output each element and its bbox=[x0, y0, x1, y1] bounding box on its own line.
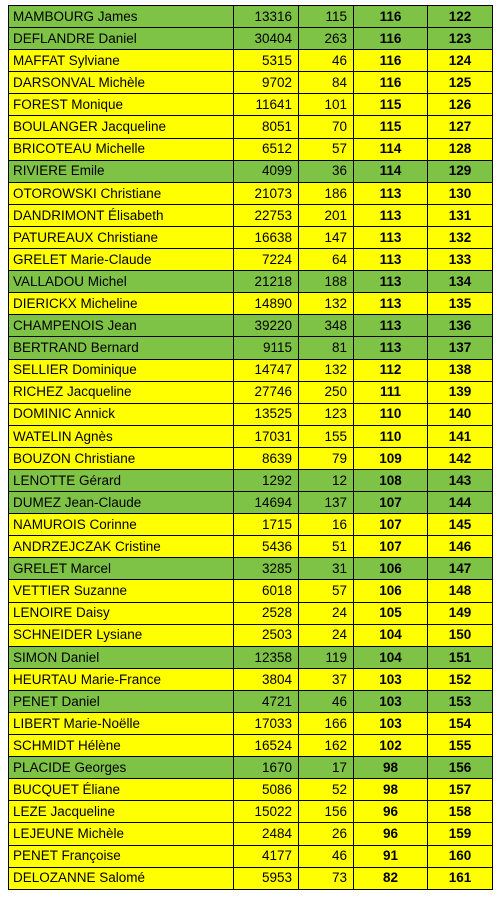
value-a-cell: 9115 bbox=[234, 337, 299, 359]
table-row bbox=[9, 536, 493, 558]
person-name-cell: CHAMPENOIS Jean bbox=[9, 315, 234, 337]
score-cell: 115 bbox=[354, 116, 428, 138]
score-cell: 91 bbox=[354, 845, 428, 867]
score-cell: 102 bbox=[354, 735, 428, 757]
person-name-cell: SCHNEIDER Lysiane bbox=[9, 624, 234, 646]
value-a-cell: 30404 bbox=[234, 28, 299, 50]
person-name-cell: NAMUROIS Corinne bbox=[9, 514, 234, 536]
rank-cell: 133 bbox=[428, 249, 493, 271]
score-cell: 104 bbox=[354, 646, 428, 668]
value-a-cell: 39220 bbox=[234, 315, 299, 337]
value-b-cell: 24 bbox=[299, 602, 354, 624]
rank-cell: 158 bbox=[428, 801, 493, 823]
value-a-cell: 16524 bbox=[234, 735, 299, 757]
rank-cell: 154 bbox=[428, 713, 493, 735]
value-a-cell: 2484 bbox=[234, 823, 299, 845]
value-b-cell: 57 bbox=[299, 138, 354, 160]
value-b-cell: 31 bbox=[299, 558, 354, 580]
rank-cell: 125 bbox=[428, 72, 493, 94]
person-name-cell: PATUREAUX Christiane bbox=[9, 226, 234, 248]
rank-cell: 129 bbox=[428, 160, 493, 182]
person-name-cell: SIMON Daniel bbox=[9, 646, 234, 668]
person-name-cell: LEZE Jacqueline bbox=[9, 801, 234, 823]
person-name-cell: PLACIDE Georges bbox=[9, 757, 234, 779]
value-b-cell: 16 bbox=[299, 514, 354, 536]
value-a-cell: 4721 bbox=[234, 690, 299, 712]
value-b-cell: 64 bbox=[299, 249, 354, 271]
score-cell: 109 bbox=[354, 447, 428, 469]
table-row bbox=[9, 602, 493, 624]
value-b-cell: 166 bbox=[299, 713, 354, 735]
person-name-cell: RICHEZ Jacqueline bbox=[9, 381, 234, 403]
table-row bbox=[9, 801, 493, 823]
rank-cell: 136 bbox=[428, 315, 493, 337]
person-name-cell: BRICOTEAU Michelle bbox=[9, 138, 234, 160]
score-cell: 114 bbox=[354, 160, 428, 182]
value-a-cell: 14747 bbox=[234, 359, 299, 381]
table-row bbox=[9, 160, 493, 182]
value-b-cell: 17 bbox=[299, 757, 354, 779]
score-cell: 105 bbox=[354, 602, 428, 624]
person-name-cell: VETTIER Suzanne bbox=[9, 580, 234, 602]
table-row bbox=[9, 425, 493, 447]
value-a-cell: 5315 bbox=[234, 50, 299, 72]
score-cell: 116 bbox=[354, 28, 428, 50]
value-a-cell: 2528 bbox=[234, 602, 299, 624]
value-b-cell: 132 bbox=[299, 293, 354, 315]
rank-cell: 143 bbox=[428, 469, 493, 491]
score-cell: 113 bbox=[354, 271, 428, 293]
value-b-cell: 26 bbox=[299, 823, 354, 845]
table-row bbox=[9, 823, 493, 845]
value-b-cell: 156 bbox=[299, 801, 354, 823]
score-cell: 103 bbox=[354, 713, 428, 735]
rank-cell: 138 bbox=[428, 359, 493, 381]
score-cell: 116 bbox=[354, 6, 428, 28]
value-b-cell: 51 bbox=[299, 536, 354, 558]
table-row bbox=[9, 867, 493, 889]
value-a-cell: 14890 bbox=[234, 293, 299, 315]
score-cell: 98 bbox=[354, 757, 428, 779]
person-name-cell: DELOZANNE Salomé bbox=[9, 867, 234, 889]
value-b-cell: 70 bbox=[299, 116, 354, 138]
value-a-cell: 21073 bbox=[234, 182, 299, 204]
score-cell: 106 bbox=[354, 558, 428, 580]
value-b-cell: 137 bbox=[299, 492, 354, 514]
value-a-cell: 13525 bbox=[234, 403, 299, 425]
rank-cell: 150 bbox=[428, 624, 493, 646]
rank-cell: 139 bbox=[428, 381, 493, 403]
score-cell: 107 bbox=[354, 492, 428, 514]
value-a-cell: 5436 bbox=[234, 536, 299, 558]
person-name-cell: LIBERT Marie-Noëlle bbox=[9, 713, 234, 735]
value-b-cell: 123 bbox=[299, 403, 354, 425]
table-row bbox=[9, 271, 493, 293]
person-name-cell: WATELIN Agnès bbox=[9, 425, 234, 447]
table-row bbox=[9, 315, 493, 337]
value-b-cell: 132 bbox=[299, 359, 354, 381]
value-b-cell: 186 bbox=[299, 182, 354, 204]
value-b-cell: 162 bbox=[299, 735, 354, 757]
value-b-cell: 37 bbox=[299, 668, 354, 690]
value-a-cell: 17031 bbox=[234, 425, 299, 447]
table-row bbox=[9, 735, 493, 757]
score-cell: 96 bbox=[354, 823, 428, 845]
value-b-cell: 155 bbox=[299, 425, 354, 447]
score-cell: 111 bbox=[354, 381, 428, 403]
table-row bbox=[9, 94, 493, 116]
value-a-cell: 8639 bbox=[234, 447, 299, 469]
value-a-cell: 1670 bbox=[234, 757, 299, 779]
score-cell: 106 bbox=[354, 580, 428, 602]
value-b-cell: 12 bbox=[299, 469, 354, 491]
table-row bbox=[9, 226, 493, 248]
table-row bbox=[9, 182, 493, 204]
table-row bbox=[9, 28, 493, 50]
table-row bbox=[9, 6, 493, 28]
person-name-cell: BOUZON Christiane bbox=[9, 447, 234, 469]
ranking-table bbox=[8, 5, 493, 890]
value-b-cell: 119 bbox=[299, 646, 354, 668]
rank-cell: 151 bbox=[428, 646, 493, 668]
table-row bbox=[9, 359, 493, 381]
value-b-cell: 79 bbox=[299, 447, 354, 469]
table-row bbox=[9, 646, 493, 668]
score-cell: 112 bbox=[354, 359, 428, 381]
value-b-cell: 81 bbox=[299, 337, 354, 359]
person-name-cell: PENET Daniel bbox=[9, 690, 234, 712]
value-a-cell: 4099 bbox=[234, 160, 299, 182]
ranking-table-body bbox=[9, 6, 493, 890]
table-row bbox=[9, 492, 493, 514]
value-a-cell: 27746 bbox=[234, 381, 299, 403]
value-b-cell: 263 bbox=[299, 28, 354, 50]
value-b-cell: 57 bbox=[299, 580, 354, 602]
table-row bbox=[9, 558, 493, 580]
score-cell: 110 bbox=[354, 403, 428, 425]
table-row bbox=[9, 204, 493, 226]
value-b-cell: 201 bbox=[299, 204, 354, 226]
person-name-cell: DEFLANDRE Daniel bbox=[9, 28, 234, 50]
value-a-cell: 9702 bbox=[234, 72, 299, 94]
table-row bbox=[9, 447, 493, 469]
person-name-cell: MAFFAT Sylviane bbox=[9, 50, 234, 72]
rank-cell: 159 bbox=[428, 823, 493, 845]
rank-cell: 145 bbox=[428, 514, 493, 536]
person-name-cell: PENET Françoise bbox=[9, 845, 234, 867]
table-row bbox=[9, 757, 493, 779]
score-cell: 113 bbox=[354, 226, 428, 248]
table-row bbox=[9, 845, 493, 867]
table-row bbox=[9, 337, 493, 359]
rank-cell: 122 bbox=[428, 6, 493, 28]
rank-cell: 123 bbox=[428, 28, 493, 50]
table-row bbox=[9, 713, 493, 735]
score-cell: 82 bbox=[354, 867, 428, 889]
value-b-cell: 348 bbox=[299, 315, 354, 337]
person-name-cell: ANDRZEJCZAK Cristine bbox=[9, 536, 234, 558]
value-a-cell: 3804 bbox=[234, 668, 299, 690]
value-a-cell: 2503 bbox=[234, 624, 299, 646]
table-row bbox=[9, 116, 493, 138]
score-cell: 113 bbox=[354, 249, 428, 271]
value-a-cell: 5086 bbox=[234, 779, 299, 801]
person-name-cell: BERTRAND Bernard bbox=[9, 337, 234, 359]
table-row bbox=[9, 138, 493, 160]
table-row bbox=[9, 779, 493, 801]
rank-cell: 148 bbox=[428, 580, 493, 602]
value-a-cell: 14694 bbox=[234, 492, 299, 514]
rank-cell: 155 bbox=[428, 735, 493, 757]
person-name-cell: DANDRIMONT Élisabeth bbox=[9, 204, 234, 226]
value-b-cell: 115 bbox=[299, 6, 354, 28]
person-name-cell: DIERICKX Micheline bbox=[9, 293, 234, 315]
rank-cell: 146 bbox=[428, 536, 493, 558]
value-b-cell: 46 bbox=[299, 690, 354, 712]
person-name-cell: VALLADOU Michel bbox=[9, 271, 234, 293]
table-row bbox=[9, 469, 493, 491]
person-name-cell: DARSONVAL Michèle bbox=[9, 72, 234, 94]
rank-cell: 142 bbox=[428, 447, 493, 469]
person-name-cell: RIVIERE Emile bbox=[9, 160, 234, 182]
person-name-cell: DOMINIC Annick bbox=[9, 403, 234, 425]
table-row bbox=[9, 72, 493, 94]
table-row bbox=[9, 624, 493, 646]
rank-cell: 147 bbox=[428, 558, 493, 580]
rank-cell: 161 bbox=[428, 867, 493, 889]
table-row bbox=[9, 690, 493, 712]
person-name-cell: LENOTTE Gérard bbox=[9, 469, 234, 491]
score-cell: 96 bbox=[354, 801, 428, 823]
rank-cell: 152 bbox=[428, 668, 493, 690]
value-b-cell: 250 bbox=[299, 381, 354, 403]
table-row bbox=[9, 381, 493, 403]
person-name-cell: MAMBOURG James bbox=[9, 6, 234, 28]
person-name-cell: GRELET Marcel bbox=[9, 558, 234, 580]
table-row bbox=[9, 403, 493, 425]
score-cell: 107 bbox=[354, 536, 428, 558]
value-a-cell: 3285 bbox=[234, 558, 299, 580]
value-b-cell: 24 bbox=[299, 624, 354, 646]
person-name-cell: SELLIER Dominique bbox=[9, 359, 234, 381]
person-name-cell: HEURTAU Marie-France bbox=[9, 668, 234, 690]
value-a-cell: 8051 bbox=[234, 116, 299, 138]
value-a-cell: 1715 bbox=[234, 514, 299, 536]
value-b-cell: 73 bbox=[299, 867, 354, 889]
person-name-cell: BUCQUET Éliane bbox=[9, 779, 234, 801]
value-a-cell: 12358 bbox=[234, 646, 299, 668]
score-cell: 104 bbox=[354, 624, 428, 646]
person-name-cell: SCHMIDT Hélène bbox=[9, 735, 234, 757]
rank-cell: 156 bbox=[428, 757, 493, 779]
score-cell: 113 bbox=[354, 315, 428, 337]
person-name-cell: BOULANGER Jacqueline bbox=[9, 116, 234, 138]
value-b-cell: 46 bbox=[299, 50, 354, 72]
rank-cell: 140 bbox=[428, 403, 493, 425]
rank-cell: 128 bbox=[428, 138, 493, 160]
score-cell: 110 bbox=[354, 425, 428, 447]
value-a-cell: 7224 bbox=[234, 249, 299, 271]
value-a-cell: 4177 bbox=[234, 845, 299, 867]
value-a-cell: 15022 bbox=[234, 801, 299, 823]
rank-cell: 153 bbox=[428, 690, 493, 712]
rank-cell: 141 bbox=[428, 425, 493, 447]
rank-cell: 144 bbox=[428, 492, 493, 514]
value-b-cell: 147 bbox=[299, 226, 354, 248]
rank-cell: 135 bbox=[428, 293, 493, 315]
person-name-cell: FOREST Monique bbox=[9, 94, 234, 116]
rank-cell: 134 bbox=[428, 271, 493, 293]
score-cell: 103 bbox=[354, 668, 428, 690]
score-cell: 114 bbox=[354, 138, 428, 160]
score-cell: 113 bbox=[354, 293, 428, 315]
value-a-cell: 21218 bbox=[234, 271, 299, 293]
person-name-cell: DUMEZ Jean-Claude bbox=[9, 492, 234, 514]
value-a-cell: 5953 bbox=[234, 867, 299, 889]
value-b-cell: 46 bbox=[299, 845, 354, 867]
rank-cell: 137 bbox=[428, 337, 493, 359]
table-row bbox=[9, 580, 493, 602]
table-row bbox=[9, 50, 493, 72]
value-b-cell: 84 bbox=[299, 72, 354, 94]
value-a-cell: 6512 bbox=[234, 138, 299, 160]
value-b-cell: 101 bbox=[299, 94, 354, 116]
table-row bbox=[9, 668, 493, 690]
score-cell: 98 bbox=[354, 779, 428, 801]
value-a-cell: 22753 bbox=[234, 204, 299, 226]
rank-cell: 131 bbox=[428, 204, 493, 226]
value-a-cell: 17033 bbox=[234, 713, 299, 735]
person-name-cell: OTOROWSKI Christiane bbox=[9, 182, 234, 204]
score-cell: 115 bbox=[354, 94, 428, 116]
value-a-cell: 11641 bbox=[234, 94, 299, 116]
person-name-cell: GRELET Marie-Claude bbox=[9, 249, 234, 271]
score-cell: 103 bbox=[354, 690, 428, 712]
score-cell: 113 bbox=[354, 182, 428, 204]
person-name-cell: LEJEUNE Michèle bbox=[9, 823, 234, 845]
rank-cell: 130 bbox=[428, 182, 493, 204]
table-row bbox=[9, 249, 493, 271]
value-b-cell: 52 bbox=[299, 779, 354, 801]
value-a-cell: 1292 bbox=[234, 469, 299, 491]
score-cell: 107 bbox=[354, 514, 428, 536]
value-a-cell: 13316 bbox=[234, 6, 299, 28]
rank-cell: 160 bbox=[428, 845, 493, 867]
rank-cell: 127 bbox=[428, 116, 493, 138]
value-b-cell: 188 bbox=[299, 271, 354, 293]
rank-cell: 157 bbox=[428, 779, 493, 801]
score-cell: 116 bbox=[354, 50, 428, 72]
score-cell: 113 bbox=[354, 204, 428, 226]
score-cell: 108 bbox=[354, 469, 428, 491]
value-b-cell: 36 bbox=[299, 160, 354, 182]
value-a-cell: 6018 bbox=[234, 580, 299, 602]
score-cell: 113 bbox=[354, 337, 428, 359]
rank-cell: 132 bbox=[428, 226, 493, 248]
rank-cell: 126 bbox=[428, 94, 493, 116]
score-cell: 116 bbox=[354, 72, 428, 94]
person-name-cell: LENOIRE Daisy bbox=[9, 602, 234, 624]
rank-cell: 149 bbox=[428, 602, 493, 624]
rank-cell: 124 bbox=[428, 50, 493, 72]
table-row bbox=[9, 293, 493, 315]
table-row bbox=[9, 514, 493, 536]
value-a-cell: 16638 bbox=[234, 226, 299, 248]
